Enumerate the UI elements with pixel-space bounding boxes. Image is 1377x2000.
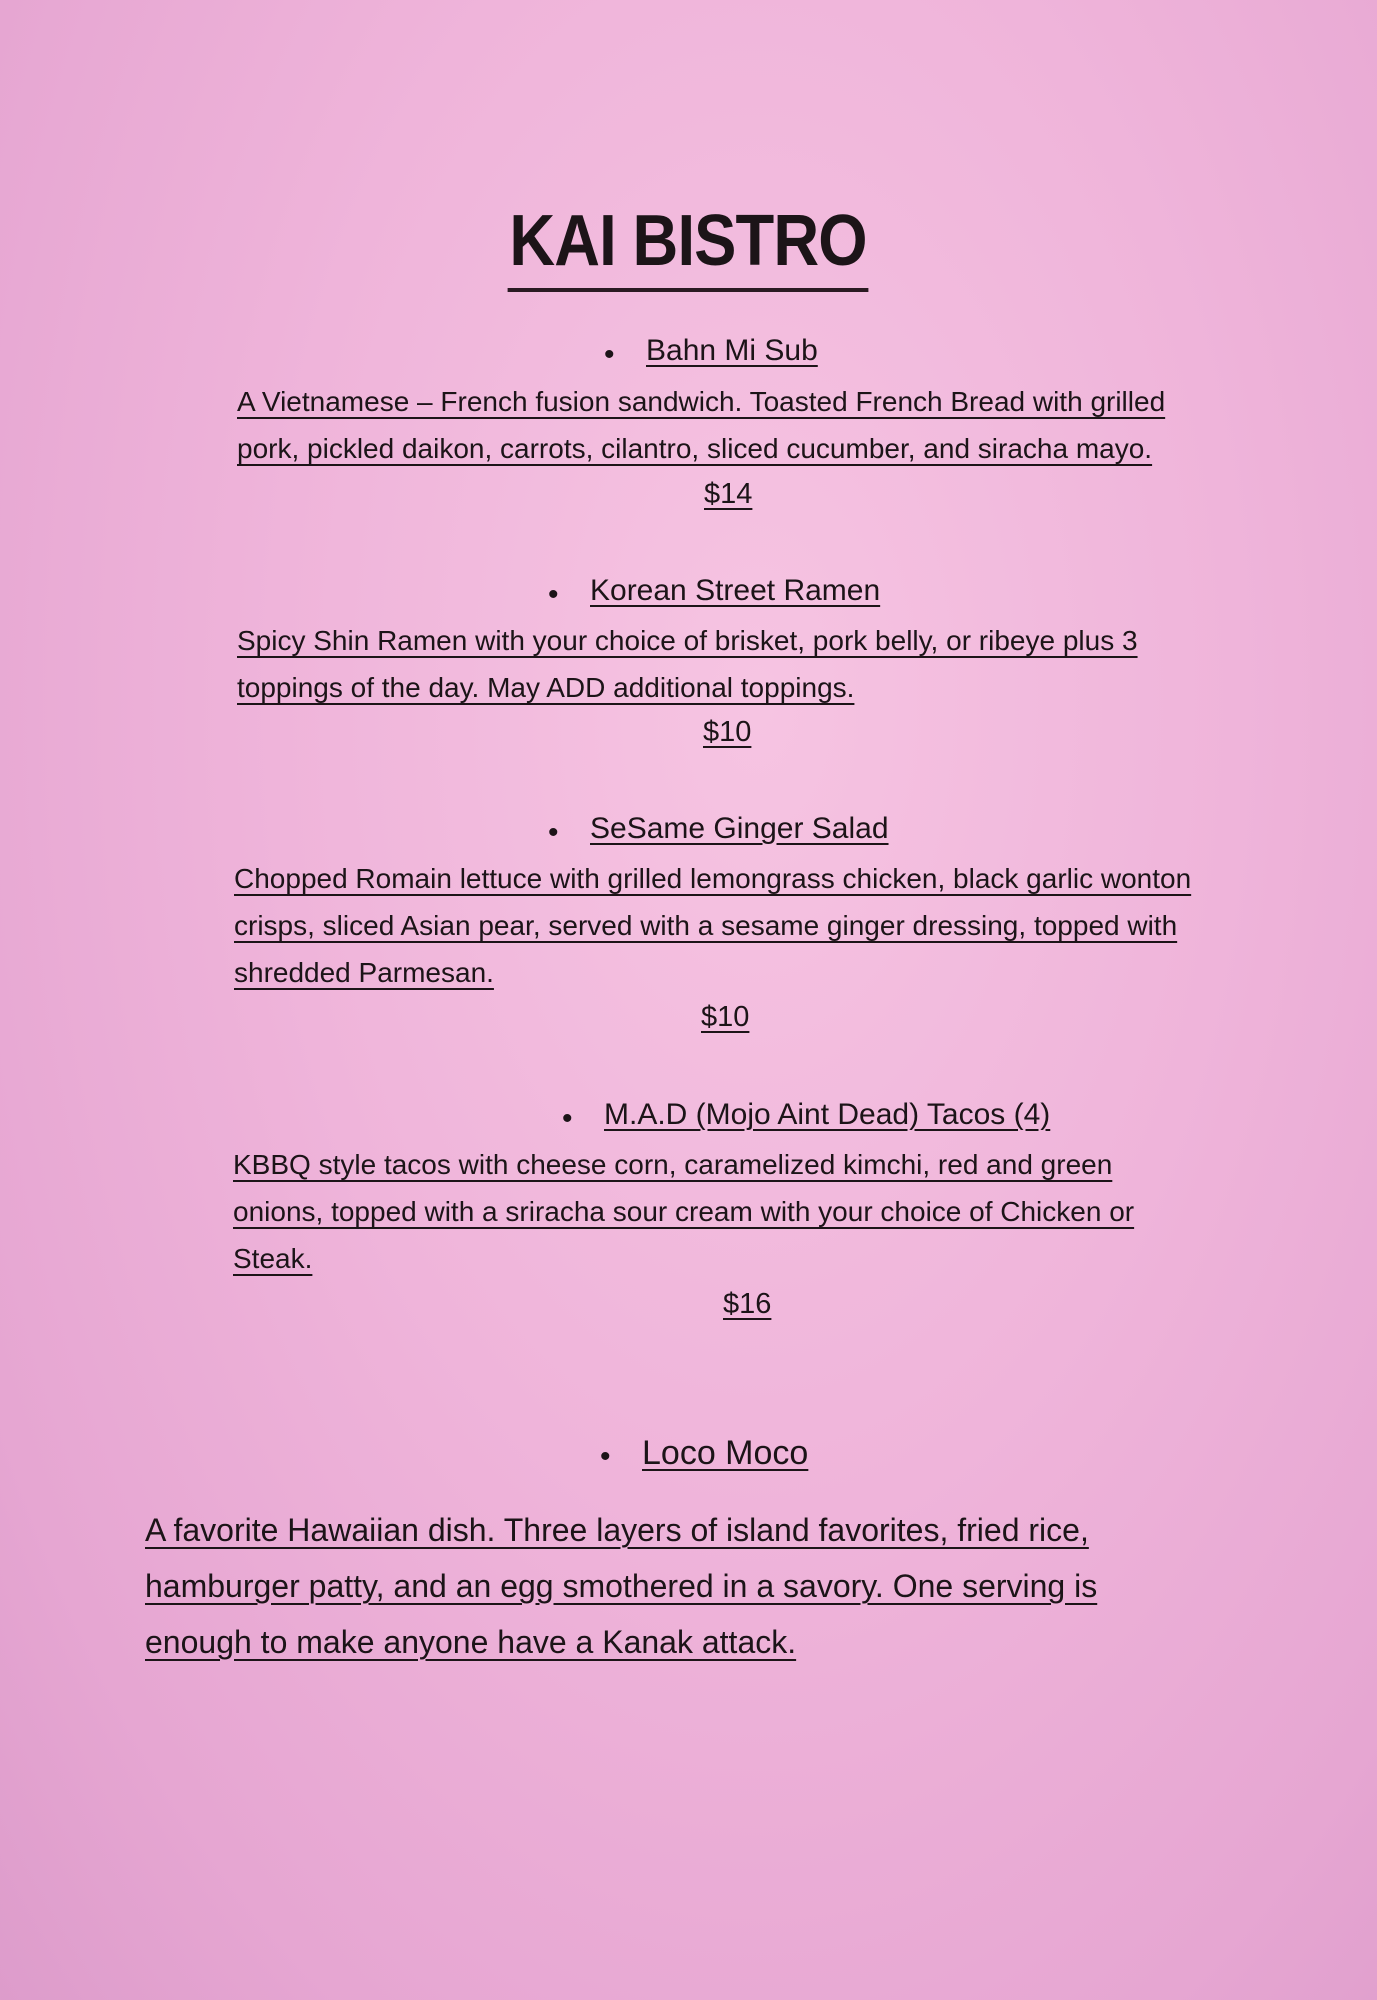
menu-item-name: M.A.D (Mojo Aint Dead) Tacos (4) — [604, 1098, 1051, 1131]
bullet-icon: • — [548, 816, 559, 849]
menu-item-name: Bahn Mi Sub — [646, 334, 818, 367]
menu-item-price: $10 — [703, 716, 752, 748]
menu-title-text: KAI BISTRO — [508, 200, 869, 292]
bullet-icon: • — [548, 578, 559, 611]
bullet-icon: • — [600, 1440, 611, 1473]
bullet-icon: • — [562, 1102, 573, 1135]
menu-item-description: Spicy Shin Ramen with your choice of brisket, pork belly, or ribeye plus 3 toppings of the day. May ADD additional toppings. — [237, 625, 1138, 703]
menu-item-name: SeSame Ginger Salad — [590, 812, 889, 845]
menu-title — [0, 200, 1377, 292]
menu-item-price: $10 — [701, 1001, 750, 1033]
menu-item-price: $14 — [704, 478, 753, 510]
menu-item-description: Chopped Romain lettuce with grilled lemongrass chicken, black garlic wonton crisps, sliced Asian pear, served with a sesame ginger dressing, topped with shredded Parmesan. — [234, 863, 1192, 988]
bullet-icon: • — [604, 338, 615, 371]
menu-item-price: $16 — [723, 1288, 772, 1320]
menu-item-name: Korean Street Ramen — [590, 574, 881, 607]
menu-item-description: A favorite Hawaiian dish. Three layers of island favorites, fried rice, hamburger patty, and an egg smothered in a savory. One serving is enough to make anyone have a Kanak attack. — [145, 1512, 1098, 1660]
menu-item-description: A Vietnamese – French fusion sandwich. Toasted French Bread with grilled pork, pickled daikon, carrots, cilantro, sliced cucumber, and siracha mayo. — [237, 386, 1166, 464]
menu-item-name: Loco Moco — [642, 1434, 809, 1472]
menu-item-description: KBBQ style tacos with cheese corn, caramelized kimchi, red and green onions, topped with a sriracha sour cream with your choice of Chicken or Steak. — [233, 1149, 1135, 1274]
